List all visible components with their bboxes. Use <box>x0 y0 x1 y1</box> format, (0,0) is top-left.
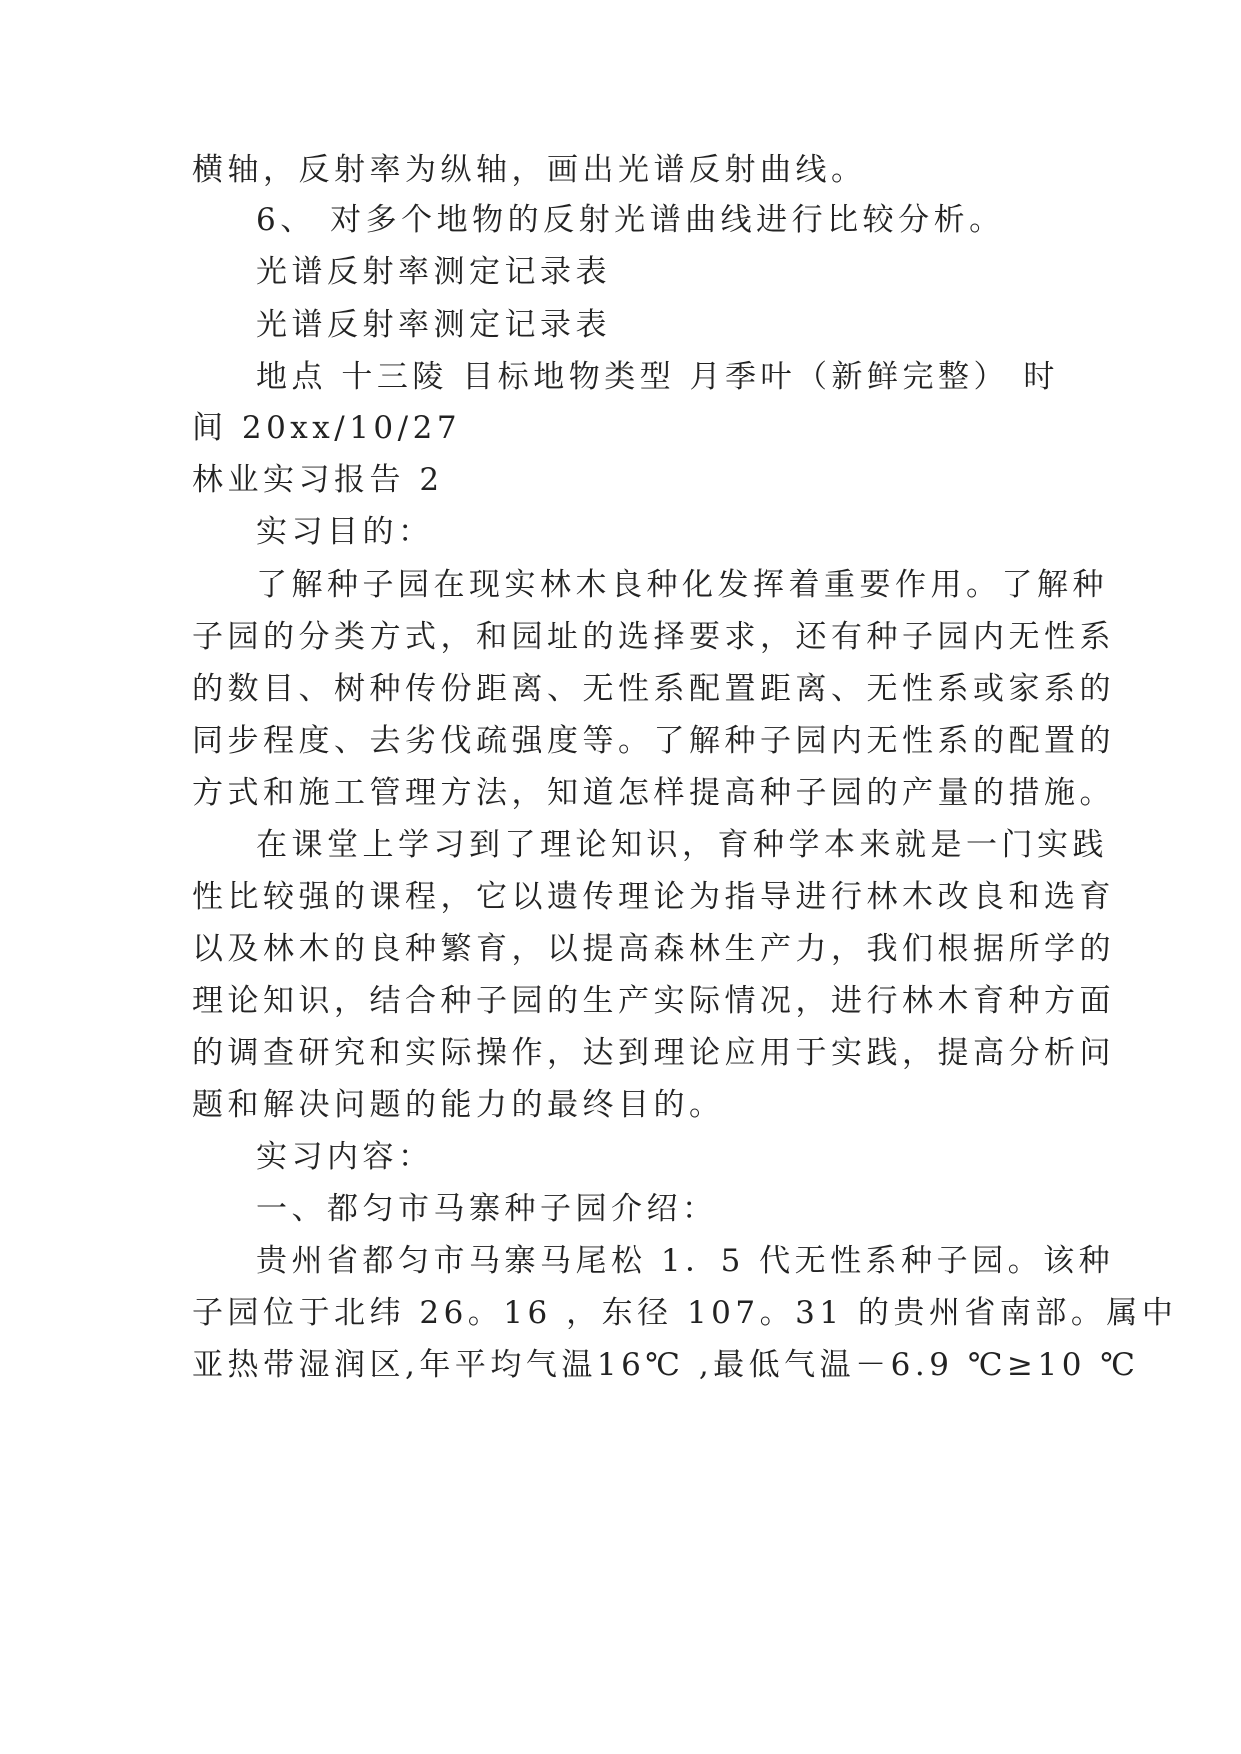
text-line: 子园的分类方式，和园址的选择要求，还有种子园内无性系 <box>192 619 1115 655</box>
text-line: 子园位于北纬 26。16 ，东径 107。31 的贵州省南部。属中 <box>192 1295 1178 1331</box>
text-line: 题和解决问题的能力的最终目的。 <box>192 1087 725 1123</box>
text-line: 亚热带湿润区,年平均气温16℃ ,最低气温－6.9 ℃≥10 ℃ <box>192 1347 1140 1383</box>
text-line: 以及林木的良种繁育，以提高森林生产力，我们根据所学的 <box>192 931 1115 967</box>
text-line: 方式和施工管理方法，知道怎样提高种子园的产量的措施。 <box>192 775 1115 811</box>
text-line: 实习内容： <box>256 1139 434 1175</box>
text-line: 的调查研究和实际操作，达到理论应用于实践，提高分析问 <box>192 1035 1115 1071</box>
text-line: 一、都匀市马寨种子园介绍： <box>256 1191 718 1227</box>
text-line: 性比较强的课程，它以遗传理论为指导进行林木改良和选育 <box>192 879 1115 915</box>
text-line: 实习目的： <box>256 514 434 550</box>
section-heading: 林业实习报告 2 <box>192 462 444 498</box>
text-line: 6、 对多个地物的反射光谱曲线进行比较分析。 <box>256 202 1005 238</box>
text-line: 横轴，反射率为纵轴，画出光谱反射曲线。 <box>192 152 867 188</box>
text-line: 了解种子园在现实林木良种化发挥着重要作用。了解种 <box>256 567 1108 603</box>
text-line: 贵州省都匀市马寨马尾松 1．5 代无性系种子园。该种 <box>256 1243 1115 1279</box>
text-line: 地点 十三陵 目标地物类型 月季叶（新鲜完整） 时 <box>256 359 1059 395</box>
text-line: 的数目、树种传份距离、无性系配置距离、无性系或家系的 <box>192 671 1115 707</box>
text-line: 间 20xx/10/27 <box>192 410 462 446</box>
text-line: 理论知识，结合种子园的生产实际情况，进行林木育种方面 <box>192 983 1115 1019</box>
text-line: 光谱反射率测定记录表 <box>256 307 611 343</box>
text-line: 在课堂上学习到了理论知识，育种学本来就是一门实践 <box>256 827 1108 863</box>
text-line: 光谱反射率测定记录表 <box>256 254 611 290</box>
text-line: 同步程度、去劣伐疏强度等。了解种子园内无性系的配置的 <box>192 723 1115 759</box>
